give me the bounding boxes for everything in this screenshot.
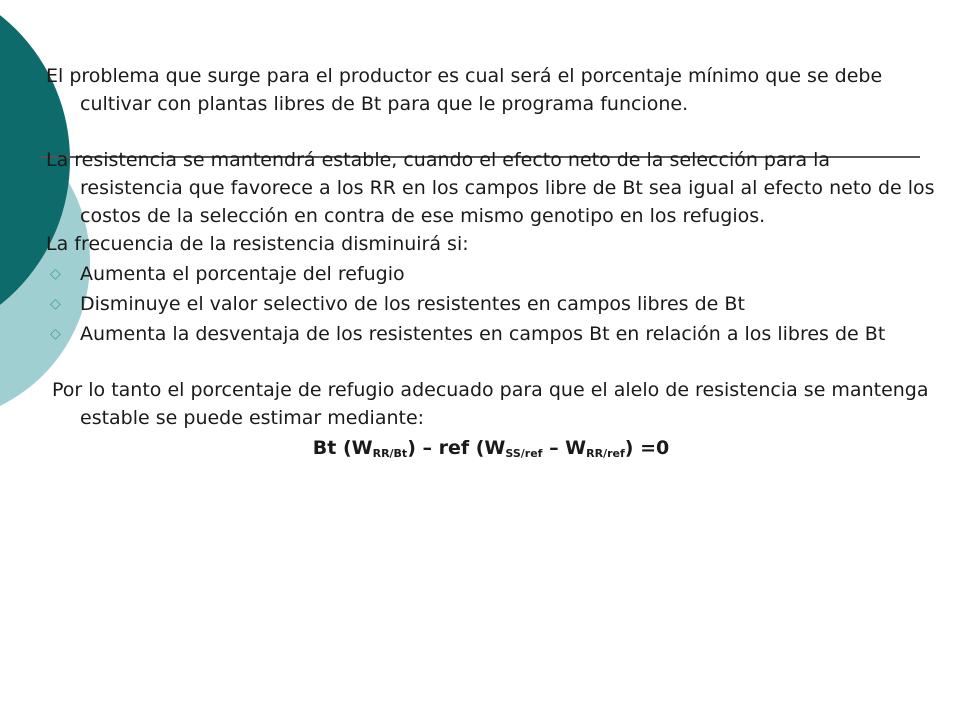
paragraph-therefore: Por lo tanto el porcentaje de refugio adecuado para que el alelo de resistencia se mantenga estable se puede estimar mediante:	[52, 379, 929, 429]
paragraph-frequency-intro: La frecuencia de la resistencia disminuirá si:	[46, 233, 469, 255]
list-item-text: Disminuye el valor selectivo de los resistentes en campos libres de Bt	[80, 293, 745, 315]
paragraph-resistance-stable: La resistencia se mantendrá estable, cuando el efecto neto de la selección para la resistencia que favorece a los RR en los campos libre de Bt sea igual al efecto neto de los costos de la selección en contra de ese mismo genotipo en los refugios.	[46, 149, 935, 227]
formula-part: ) =0	[624, 437, 670, 459]
list-item-text: Aumenta el porcentaje del refugio	[80, 263, 405, 285]
list-item	[46, 320, 936, 348]
refuge-formula	[46, 434, 936, 468]
hollow-diamond-icon: ◇	[50, 296, 61, 312]
paragraph-problem: El problema que surge para el productor es cual será el porcentaje mínimo que se debe cultivar con plantas libres de Bt para que le programa funcione.	[46, 65, 883, 115]
formula-part: ) – ref (W	[407, 437, 506, 459]
hollow-diamond-icon: ◇	[50, 266, 61, 282]
formula-subscript: SS/ref	[505, 447, 543, 460]
formula-subscript: RR/ref	[586, 447, 625, 460]
formula-part: Bt (W	[312, 437, 373, 459]
list-item-text: Aumenta la desventaja de los resistentes en campos Bt en relación a los libres de Bt	[80, 323, 886, 345]
slide-body	[46, 62, 936, 468]
hollow-diamond-icon: ◇	[50, 326, 61, 342]
formula-subscript: RR/Bt	[372, 447, 408, 460]
list-item	[46, 260, 936, 288]
formula-part: – W	[542, 437, 587, 459]
list-item	[46, 290, 936, 318]
